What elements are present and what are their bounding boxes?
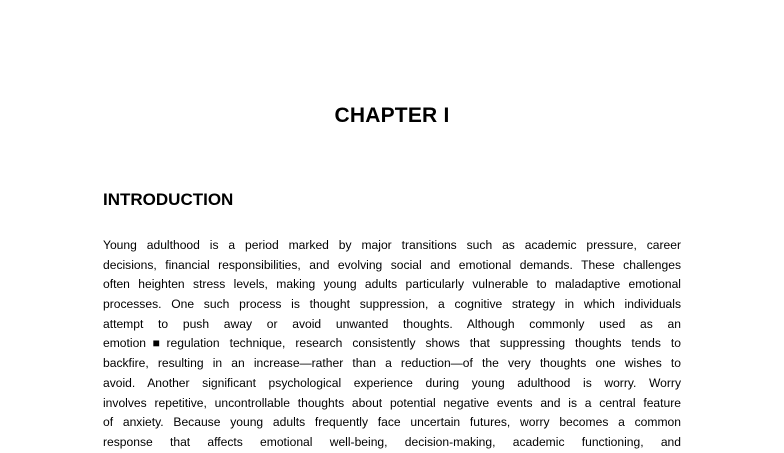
paragraph-line: processes. One such process is thought suppression, a cognitive strategy in which individuals <box>103 297 681 312</box>
paragraph-line: response that affects emotional well-being, decision-making, academic functioning, and <box>103 434 681 449</box>
chapter-title: CHAPTER I <box>334 104 450 127</box>
paragraph-line: often heighten stress levels, making young adults particularly vulnerable to maladaptive emotional <box>103 277 681 292</box>
paragraph-line: of anxiety. Because young adults frequently face uncertain futures, worry becomes a common <box>103 415 681 430</box>
section-title: INTRODUCTION <box>103 190 234 209</box>
paragraph-line: backfire, resulting in an increase—rather than a reduction—of the very thoughts one wishes to <box>103 356 681 371</box>
paragraph-line: decisions, financial responsibilities, and evolving social and emotional demands. These challenges <box>103 257 681 272</box>
paragraph-line: Young adulthood is a period marked by major transitions such as academic pressure, career <box>103 238 681 252</box>
introduction-paragraph <box>103 236 681 453</box>
paragraph-line: avoid. Another significant psychological experience during young adulthood is worry. Worry <box>103 375 681 390</box>
paragraph-line: involves repetitive, uncontrollable thoughts about potential negative events and is a central feature <box>103 395 681 410</box>
paragraph-line: emotion■regulation technique, research consistently shows that suppressing thoughts tends to <box>103 336 681 351</box>
paragraph-line: attempt to push away or avoid unwanted thoughts. Although commonly used as an <box>103 316 681 331</box>
